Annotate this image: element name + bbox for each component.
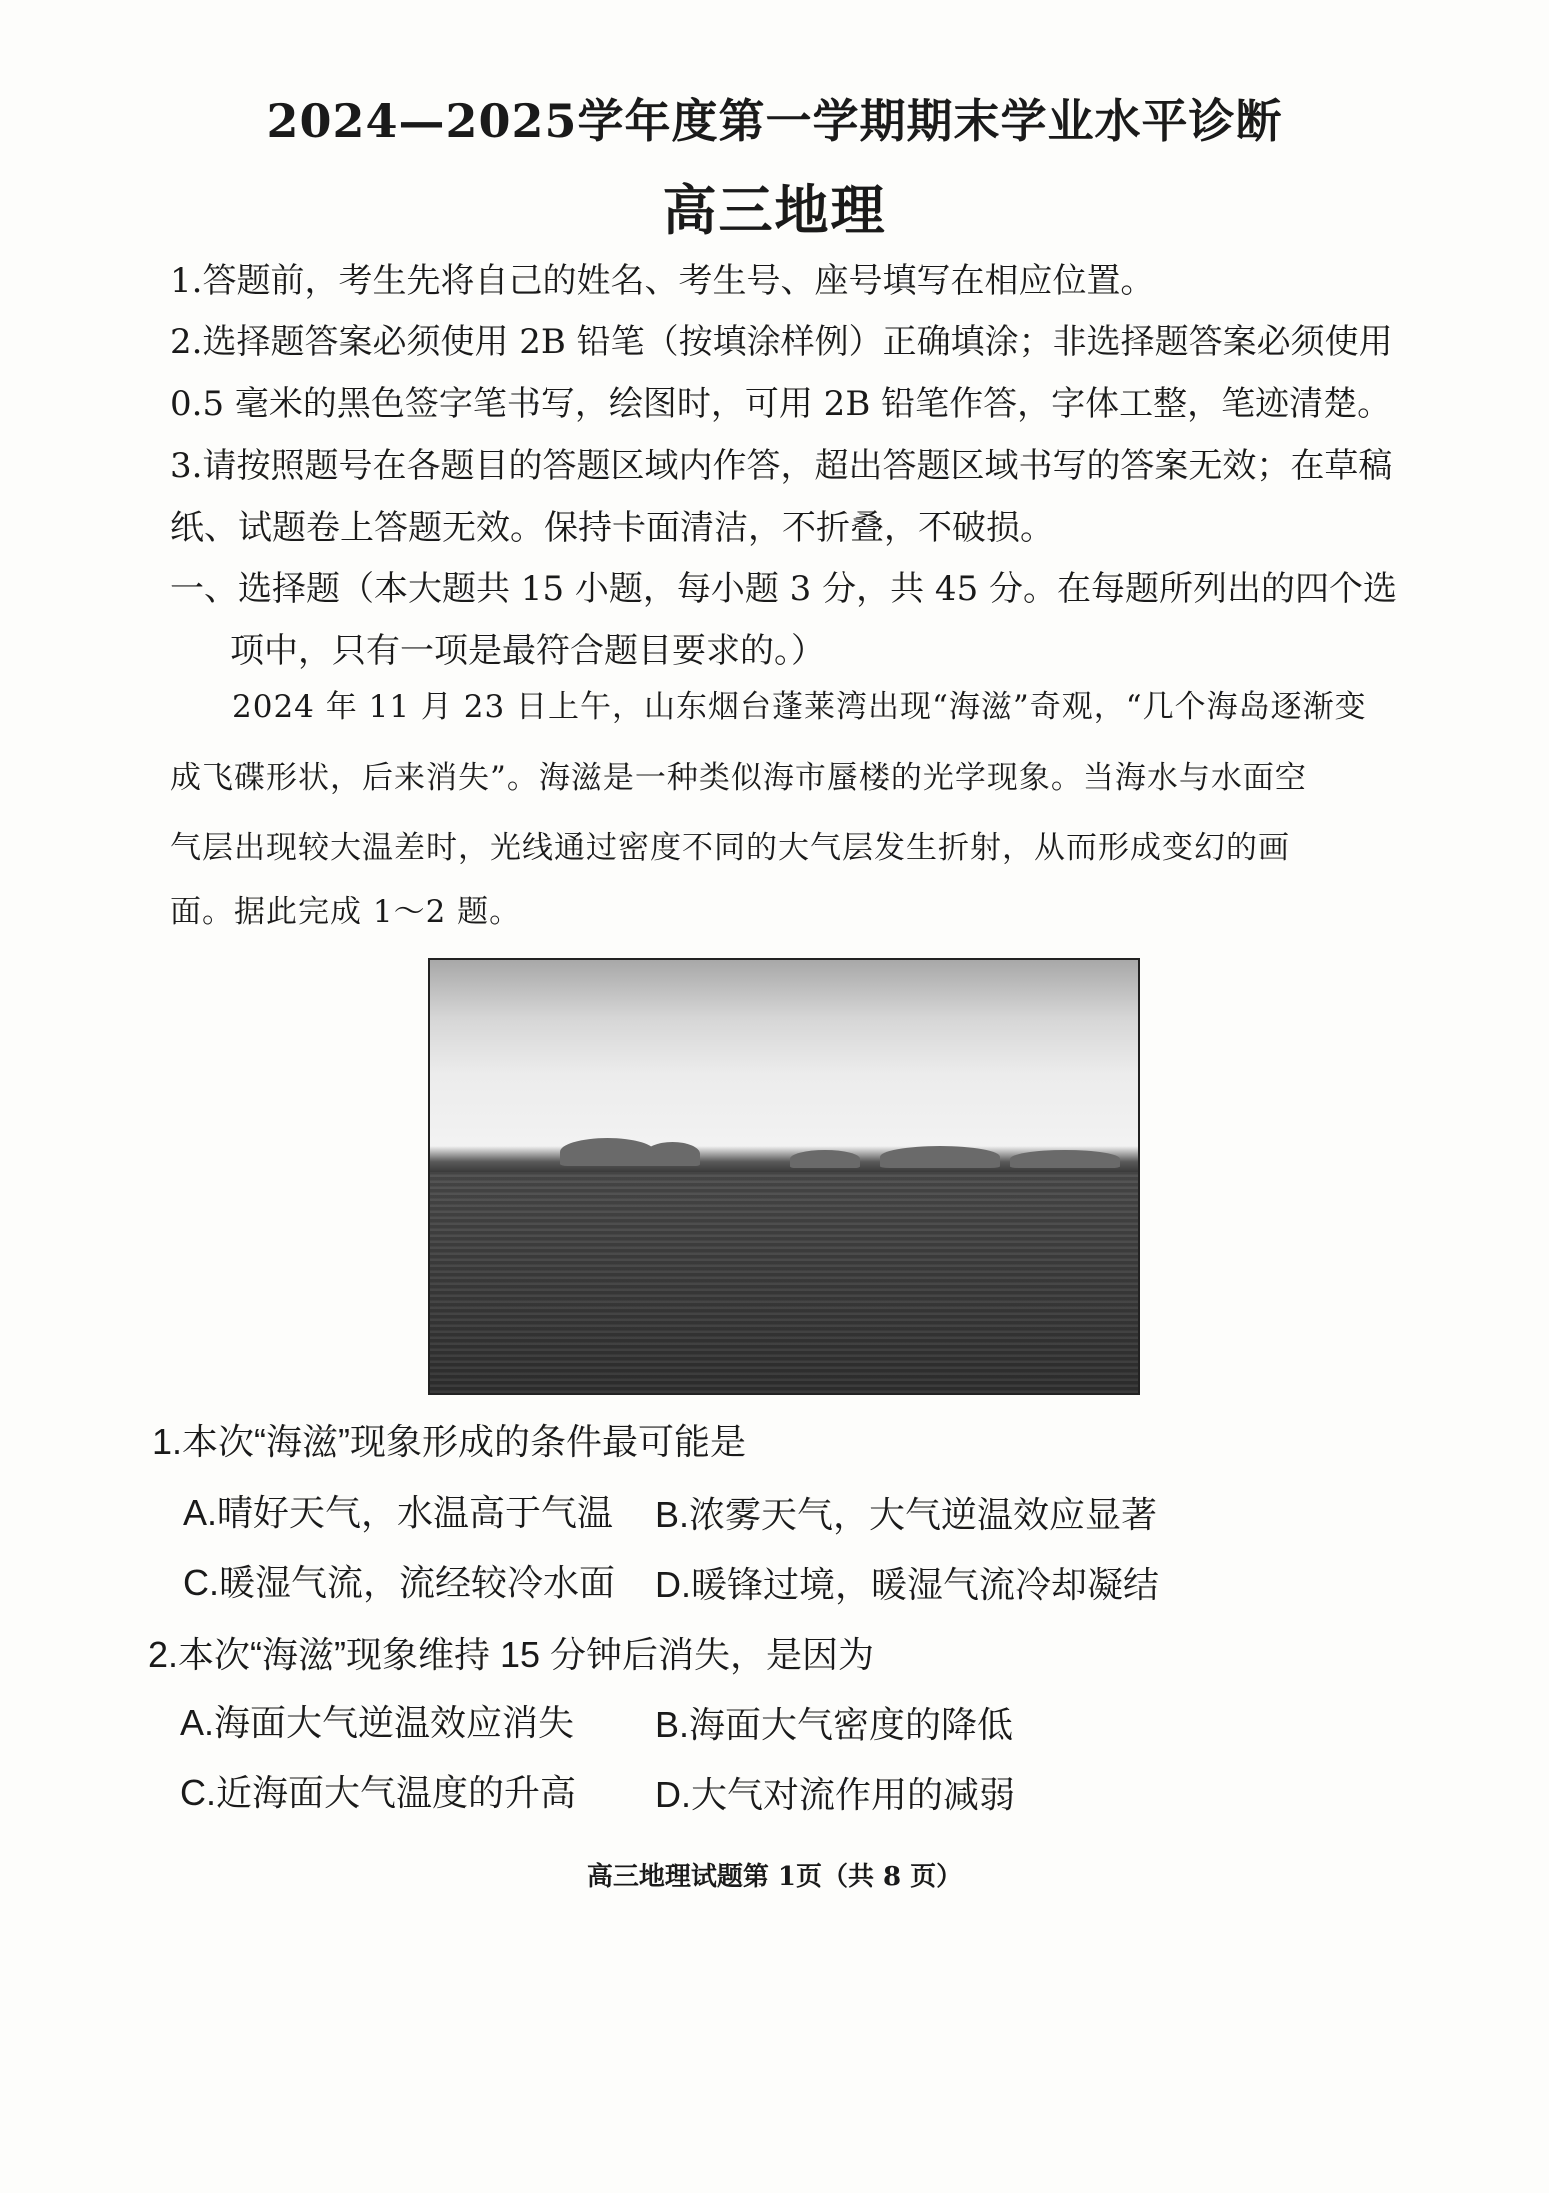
q1-option-c: C.暖湿气流，流经较冷水面 <box>183 1562 616 1603</box>
instruction-2b: 0.5 毫米的黑色签字笔书写，绘图时，可用 2B 铅笔作答，字体工整，笔迹清楚。 <box>170 384 1392 424</box>
passage-line-1: 2024 年 11 月 23 日上午，山东烟台蓬莱湾出现“海滋”奇观，“几个海岛逐渐变 <box>232 689 1367 725</box>
island-shape <box>645 1142 700 1166</box>
section-heading-b: 项中，只有一项是最符合题目要求的。） <box>230 631 825 671</box>
instruction-3a: 3.请按照题号在各题目的答题区域内作答，超出答题区域书写的答案无效；在草稿 <box>170 446 1393 486</box>
q1-option-a: A.晴好天气，水温高于气温 <box>183 1492 614 1533</box>
island-shape <box>1010 1150 1120 1168</box>
question-2-stem: 2.本次“海滋”现象维持 15 分钟后消失，是因为 <box>148 1634 875 1675</box>
photo-sky <box>430 960 1138 1168</box>
passage-line-2: 成飞碟形状，后来消失”。海滋是一种类似海市蜃楼的光学现象。当海水与水面空 <box>170 760 1307 796</box>
photo-sea <box>430 1172 1138 1393</box>
q1-option-b: B.浓雾天气，大气逆温效应显著 <box>655 1494 1158 1535</box>
page-footer: 高三地理试题第 1页（共 8 页） <box>586 1862 963 1892</box>
island-shape <box>790 1150 860 1168</box>
q1-option-d: D.暖锋过境，暖湿气流冷却凝结 <box>655 1564 1160 1605</box>
exam-title: 2024—2025学年度第一学期期末学业水平诊断 <box>266 94 1283 148</box>
passage-line-4: 面。据此完成 1～2 题。 <box>170 894 522 930</box>
subject-title: 高三地理 <box>662 178 887 242</box>
instruction-3b: 纸、试题卷上答题无效。保持卡面清洁，不折叠，不破损。 <box>170 508 1054 548</box>
sea-mirage-photo <box>428 958 1140 1395</box>
q2-option-a: A.海面大气逆温效应消失 <box>180 1702 575 1743</box>
instruction-2a: 2.选择题答案必须使用 2B 铅笔（按填涂样例）正确填涂；非选择题答案必须使用 <box>170 322 1393 362</box>
q2-option-d: D.大气对流作用的减弱 <box>655 1774 1016 1815</box>
instruction-1: 1.答题前，考生先将自己的姓名、考生号、座号填写在相应位置。 <box>170 261 1155 301</box>
q2-option-c: C.近海面大气温度的升高 <box>180 1772 577 1813</box>
island-shape <box>560 1138 655 1166</box>
passage-line-3: 气层出现较大温差时，光线通过密度不同的大气层发生折射，从而形成变幻的画 <box>170 830 1290 866</box>
question-1-stem: 1.本次“海滋”现象形成的条件最可能是 <box>152 1421 747 1462</box>
q2-option-b: B.海面大气密度的降低 <box>655 1704 1014 1745</box>
island-shape <box>880 1146 1000 1168</box>
section-heading-a: 一、选择题（本大题共 15 小题，每小题 3 分，共 45 分。在每题所列出的四个选 <box>170 569 1398 609</box>
